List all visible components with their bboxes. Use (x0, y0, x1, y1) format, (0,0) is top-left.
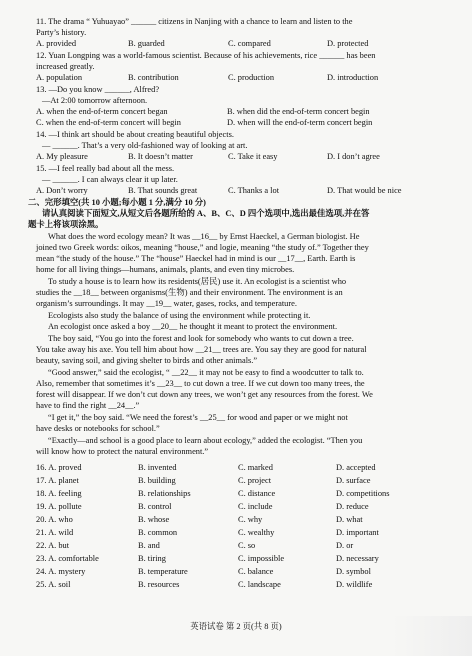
q15-option-c: C. Thanks a lot (228, 186, 280, 195)
q13-options-row2 (36, 118, 462, 129)
cloze-instructions: 请认真阅读下面短文,从短文后各题所给的 A、B、C、D 四个选项中,选出最佳选项,并在答 (42, 209, 370, 218)
passage-line: home for all living things—humans, animals, plants, and even tiny microbes. (36, 265, 295, 274)
option-c: C. include (238, 502, 273, 511)
q13-option-b: B. when did the end-of-term concert begin (227, 107, 370, 116)
corner-shade (392, 616, 472, 656)
option-b: B. relationships (138, 489, 191, 498)
q14-option-a: A. My pleasure (36, 152, 88, 161)
q13-answer-line: —At 2:00 tomorrow afternoon. (42, 96, 148, 105)
cloze-options-25 (36, 580, 462, 591)
option-d: D. competitions (336, 489, 390, 498)
passage-line: joined two Greek words: oikos, meaning “house,” and logie, meaning “the study of.” Together they (36, 243, 369, 252)
option-d: D. accepted (336, 463, 376, 472)
option-c: C. wealthy (238, 528, 275, 537)
q14-option-d: D. I don’t agree (327, 152, 380, 161)
option-c: C. so (238, 541, 256, 550)
passage-line: have to find the right __24__.” (36, 401, 140, 410)
q14-stem: 14. —I think art should be about creating beautiful objects. (36, 130, 234, 139)
cloze-options-24 (36, 567, 462, 578)
option-d: D. important (336, 528, 379, 537)
option-d: D. surface (336, 476, 371, 485)
passage-line: To study a house is to learn how its residents(居民) use it. An ecologist is a scientist who (48, 277, 347, 286)
q15-stem: 15. —I feel really bad about all the mess. (36, 164, 175, 173)
cloze-options-17 (36, 476, 462, 487)
option-a: 25. A. soil (36, 580, 71, 589)
q12-option-d: D. introduction (327, 73, 379, 82)
q13-option-d: D. when will the end-of-term concert begin (227, 118, 373, 127)
passage-line: “I get it,” the boy said. “We need the forest’s __25__ for wood and paper or we might not (48, 413, 348, 422)
section-heading-cloze: 二、完形填空(共 10 小题;每小题 1 分,满分 10 分) (28, 198, 206, 207)
option-c: C. why (238, 515, 263, 524)
passage-line: “Good answer,” said the ecologist, “ __22__ it may not be easy to find a woodcutter to talk to. (48, 368, 364, 377)
passage-line: have desks or notebooks for school.” (36, 424, 160, 433)
q11-option-d: D. protected (327, 39, 369, 48)
option-a: 22. A. but (36, 541, 70, 550)
passage-line: What does the word ecology mean? It was __16__ by Ernst Haeckel, a German biologist. He (48, 232, 360, 241)
q15-options (36, 186, 462, 197)
q12-options (36, 73, 462, 84)
q12-option-c: C. production (228, 73, 275, 82)
q12-option-a: A. population (36, 73, 83, 82)
q15-option-b: B. That sounds great (128, 186, 198, 195)
option-b: B. common (138, 528, 178, 537)
option-d: D. symbol (336, 567, 371, 576)
option-a: 21. A. wild (36, 528, 74, 537)
page-footer: 英语试卷 第 2 页(共 8 页) (190, 622, 282, 631)
q14-option-b: B. It doesn’t matter (128, 152, 193, 161)
q13-option-c: C. when the end-of-term concert will begin (36, 118, 181, 127)
q12-stem-cont: increased greatly. (36, 62, 95, 71)
q12-stem: 12. Yuan Longping was a world-famous scientist. Because of his achievements, rice ______ has been (36, 51, 376, 60)
cloze-options-16 (36, 463, 462, 474)
q13-options-row1 (36, 107, 462, 118)
q14-option-c: C. Take it easy (228, 152, 278, 161)
q11-stem: 11. The drama “ Yuhuayao” ______ citizens in Nanjing with a chance to learn and listen to the (36, 17, 353, 26)
passage-line: organism’s surroundings. It may __19__ water, gases, rocks, and temperature. (36, 299, 297, 308)
option-a: 19. A. pollute (36, 502, 82, 511)
option-c: C. landscape (238, 580, 281, 589)
option-b: B. and (138, 541, 160, 550)
q13-option-a: A. when the end-of-term concert began (36, 107, 168, 116)
passage-line: studies the __18__ between organisms(生物) and their environment. The environment is an (36, 288, 343, 297)
option-c: C. distance (238, 489, 276, 498)
cloze-options-19 (36, 502, 462, 513)
q11-option-c: C. compared (228, 39, 271, 48)
cloze-options-21 (36, 528, 462, 539)
option-a: 16. A. proved (36, 463, 82, 472)
cloze-options-20 (36, 515, 462, 526)
option-b: B. tiring (138, 554, 166, 563)
option-b: B. temperature (138, 567, 188, 576)
option-c: C. impossible (238, 554, 285, 563)
cloze-options-22 (36, 541, 462, 552)
passage-line: “Exactly—and school is a good place to learn about ecology,” added the ecologist. “Then you (48, 436, 363, 445)
option-a: 18. A. feeling (36, 489, 82, 498)
passage-line: The boy said, “You go into the forest and look for somebody who wants to cut down a tree. (48, 334, 354, 343)
option-d: D. necessary (336, 554, 379, 563)
passage-line: Ecologists also study the balance of using the environment while protecting it. (48, 311, 311, 320)
option-b: B. invented (138, 463, 177, 472)
cloze-options-18 (36, 489, 462, 500)
option-a: 17. A. planet (36, 476, 79, 485)
q15-option-a: A. Don’t worry (36, 186, 88, 195)
passage-line: An ecologist once asked a boy __20__ he thought it meant to protect the environment. (48, 322, 338, 331)
q15-stem-cont: — ______. I can always clear it up later. (42, 175, 178, 184)
option-d: D. what (336, 515, 363, 524)
q14-stem-cont: — ______. That’s a very old-fashioned way of looking at art. (42, 141, 248, 150)
option-c: C. balance (238, 567, 274, 576)
option-b: B. control (138, 502, 172, 511)
q11-option-a: A. provided (36, 39, 77, 48)
option-d: D. wildlife (336, 580, 373, 589)
cloze-options-23 (36, 554, 462, 565)
option-b: B. building (138, 476, 176, 485)
passage-line: You take away his axe. You tell him about how __21__ trees are. You say they are good for natural (36, 345, 367, 354)
option-d: D. or (336, 541, 354, 550)
q12-option-b: B. contribution (128, 73, 179, 82)
option-b: B. whose (138, 515, 170, 524)
option-a: 23. A. comfortable (36, 554, 99, 563)
option-b: B. resources (138, 580, 180, 589)
option-a: 24. A. mystery (36, 567, 86, 576)
passage-line: beauty, saving soil, and giving shelter to birds and other animals.” (36, 356, 258, 365)
passage-line: will know how to protect the natural environment.” (36, 447, 209, 456)
q13-stem: 13. —Do you know ______, Alfred? (36, 85, 160, 94)
passage-line: mean “the study of the house.” The “house” Haeckel had in mind is our __17__, Earth. Earth is (36, 254, 356, 263)
q14-options (36, 152, 462, 163)
option-d: D. reduce (336, 502, 369, 511)
q11-stem-cont: Party’s history. (36, 28, 87, 37)
option-a: 20. A. who (36, 515, 73, 524)
q11-option-b: B. guarded (128, 39, 165, 48)
q11-options (36, 39, 462, 50)
q15-option-d: D. That would be nice (327, 186, 402, 195)
cloze-instructions-cont: 题卡上将该项涂黑。 (28, 220, 104, 229)
option-c: C. marked (238, 463, 273, 472)
passage-line: Also, remember that sometimes it’s __23__ to cut down a tree. If we cut down too many trees, the (36, 379, 365, 388)
passage-line: forest will disappear. If we don’t cut down any trees, we won’t get any resources from the forest. We (36, 390, 373, 399)
option-c: C. project (238, 476, 272, 485)
